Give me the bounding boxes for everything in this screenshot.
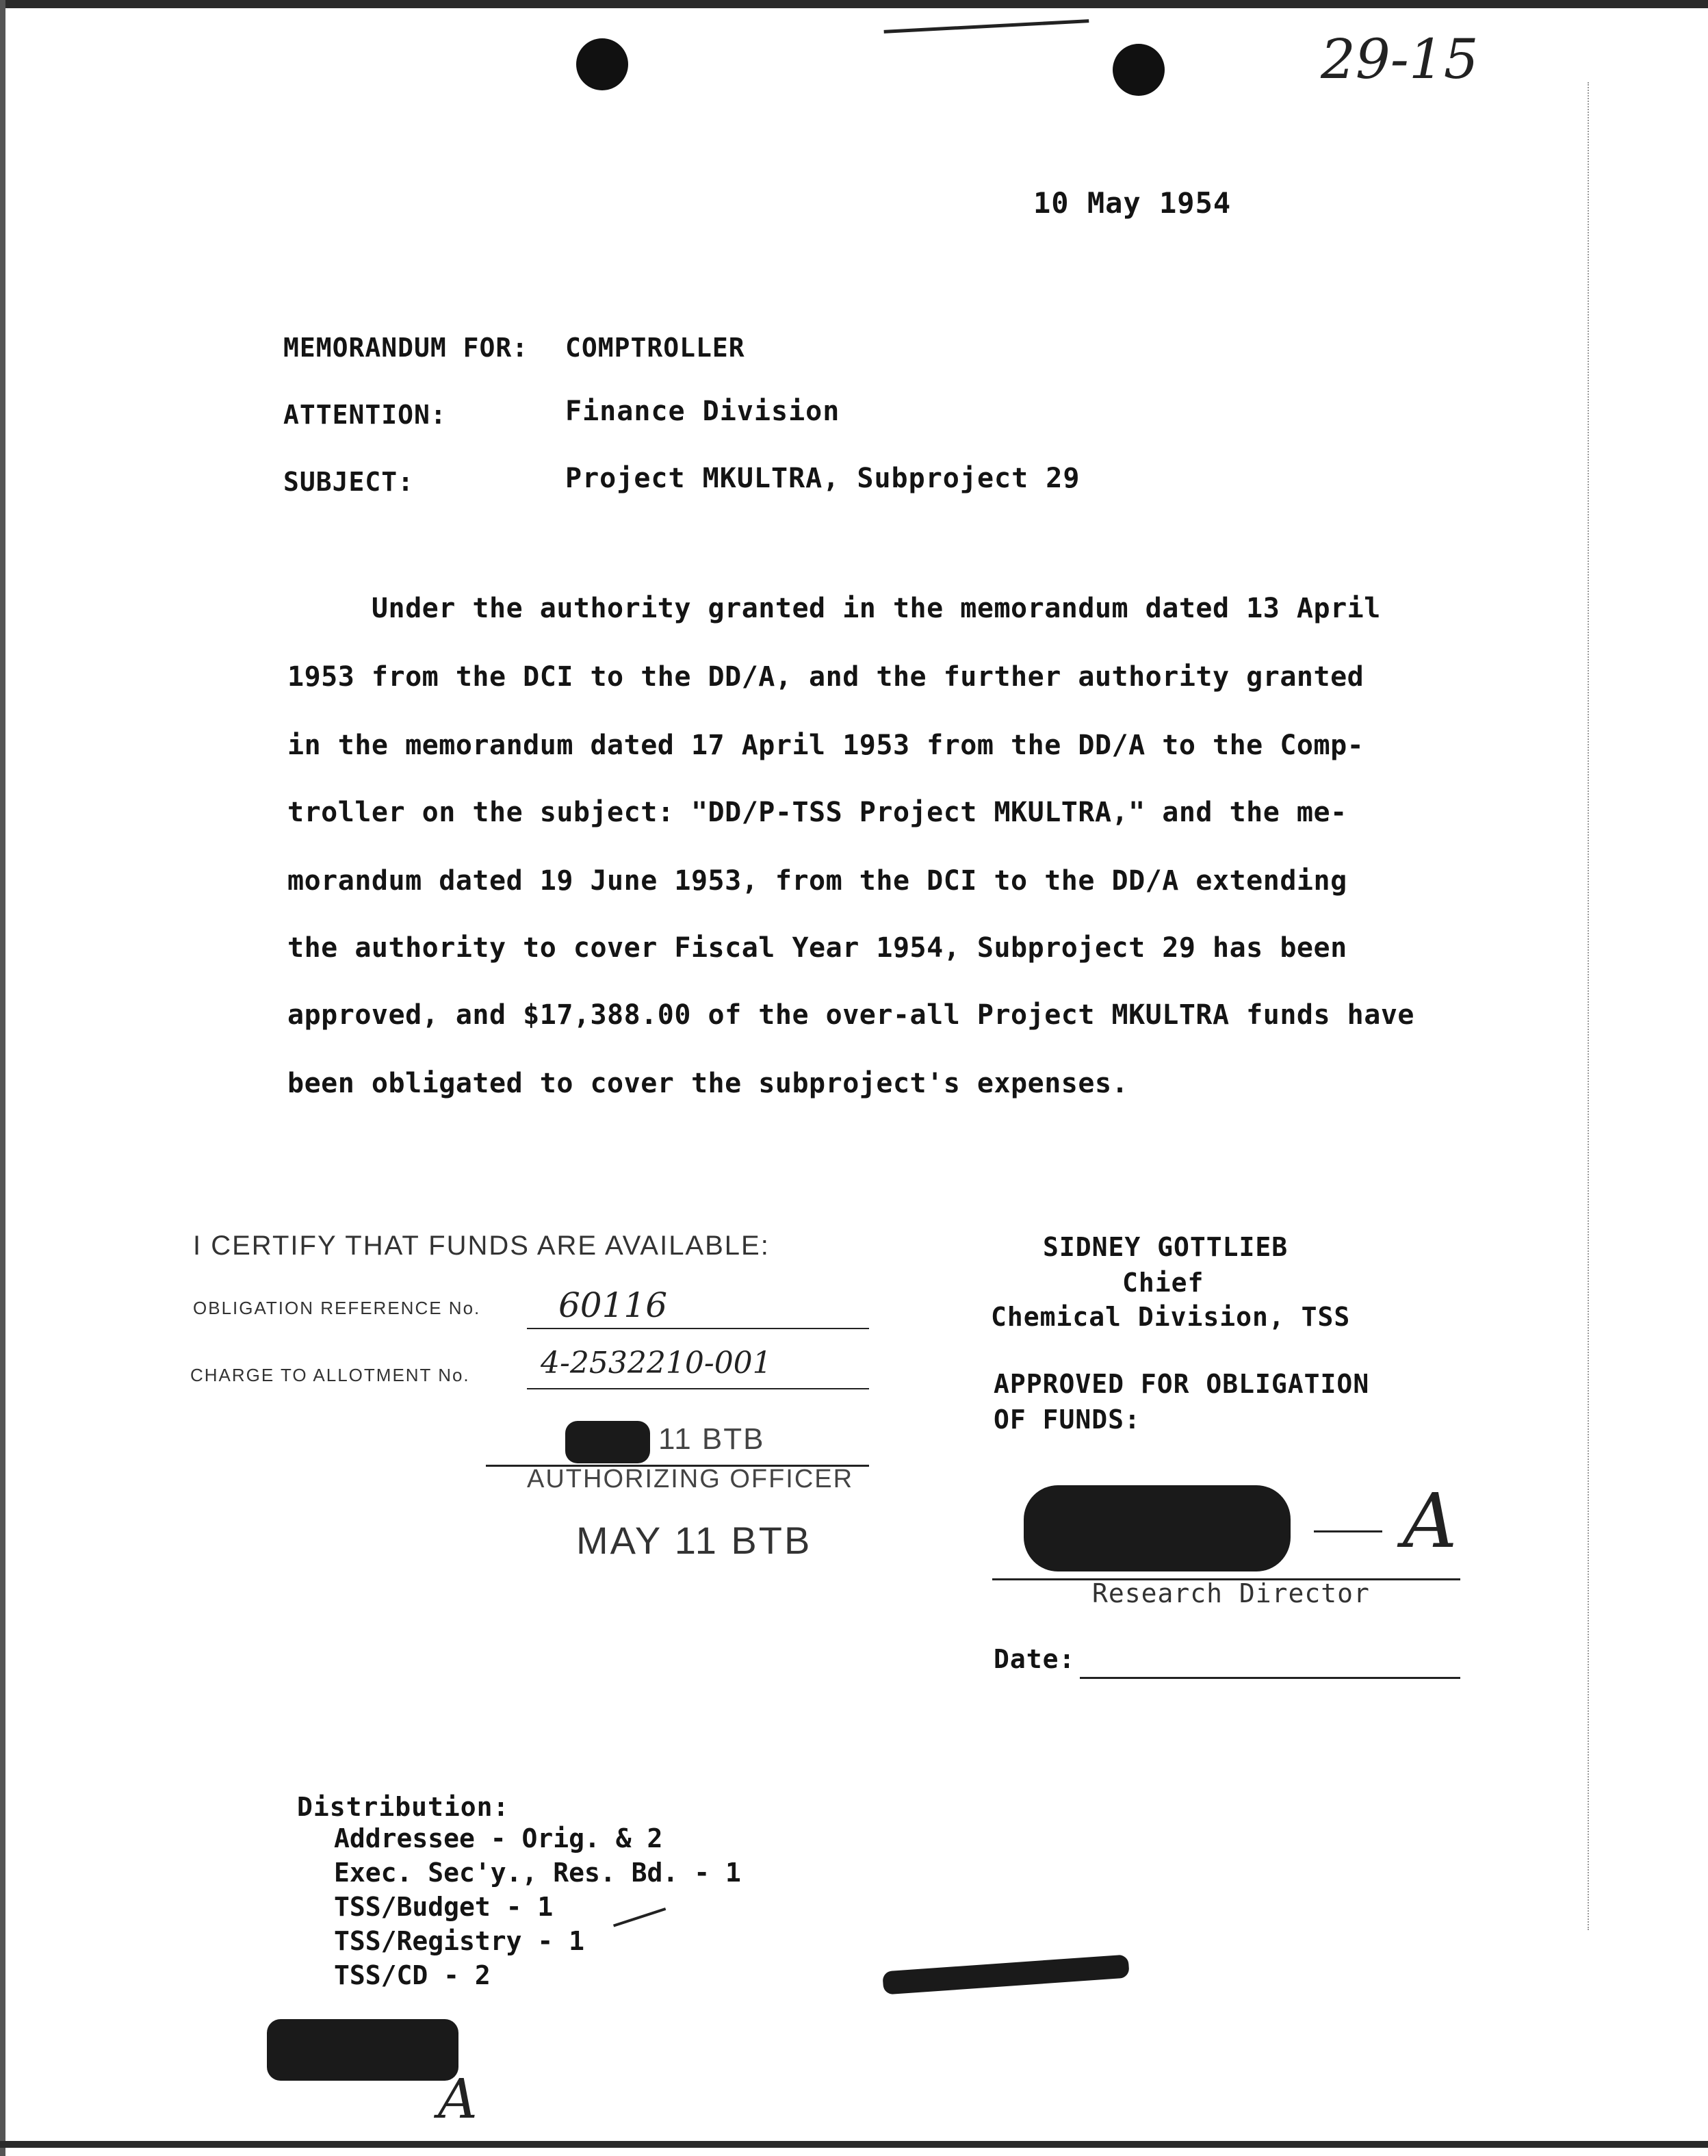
signer-name: SIDNEY GOTTLIEB — [1043, 1232, 1289, 1262]
distribution-item: Exec. Sec'y., Res. Bd. - 1 — [334, 1858, 741, 1888]
signer-title: Chief — [1122, 1268, 1204, 1298]
distribution-checkmark — [607, 1888, 667, 1927]
approval-date-line — [1080, 1677, 1460, 1679]
distribution-item: Addressee - Orig. & 2 — [334, 1823, 663, 1853]
approver-handwritten-mark: A — [1403, 1477, 1458, 1565]
approval-heading-line2: OF FUNDS: — [994, 1404, 1141, 1435]
signer-division: Chemical Division, TSS — [991, 1302, 1351, 1332]
allotment-label: CHARGE TO ALLOTMENT No. — [190, 1365, 470, 1385]
body-line: approved, and $17,388.00 of the over-all Project MKULTRA funds have — [287, 999, 1414, 1031]
memo-for-value: COMPTROLLER — [565, 333, 745, 363]
body-line: the authority to cover Fiscal Year 1954, Subproject 29 has been — [287, 932, 1347, 964]
allotment-line — [527, 1388, 869, 1389]
bottom-handwritten-mark: A — [438, 2067, 478, 2131]
received-date-stamp: MAY 11 BTB — [576, 1519, 812, 1562]
distribution-item: TSS/CD - 2 — [334, 1960, 491, 1990]
approver-signature-redaction — [1024, 1485, 1291, 1571]
handwritten-document-number: 29-15 — [1321, 27, 1479, 91]
punch-hole-left — [576, 38, 628, 90]
bottom-left-redaction — [267, 2019, 458, 2081]
obligation-reference-value: 60116 — [558, 1285, 668, 1325]
approval-date-label: Date: — [994, 1644, 1076, 1674]
subject-value: Project MKULTRA, Subproject 29 — [565, 463, 1081, 494]
subject-label: SUBJECT: — [283, 467, 415, 497]
body-line: morandum dated 19 June 1953, from the DCI to the DD/A extending — [287, 865, 1347, 897]
distribution-item: TSS/Registry - 1 — [334, 1926, 585, 1956]
obligation-reference-line — [527, 1328, 869, 1329]
right-margin-marks — [1588, 82, 1616, 1930]
memo-date: 10 May 1954 — [1033, 186, 1232, 220]
distribution-label: Distribution: — [297, 1792, 510, 1822]
allotment-value: 4-2532210-001 — [541, 1346, 772, 1381]
approver-dash — [1314, 1530, 1382, 1532]
body-line: in the memorandum dated 17 April 1953 from the DD/A to the Comp- — [287, 730, 1364, 761]
memo-for-label: MEMORANDUM FOR: — [283, 333, 529, 363]
bottom-center-redaction — [882, 1954, 1129, 1994]
attention-value: Finance Division — [565, 396, 840, 427]
punch-hole-right — [1113, 44, 1165, 96]
obligation-reference-label: OBLIGATION REFERENCE No. — [193, 1298, 481, 1318]
attention-label: ATTENTION: — [283, 400, 447, 430]
scan-bottom-border — [0, 2141, 1708, 2148]
body-line: Under the authority granted in the memorandum dated 13 April — [287, 593, 1381, 624]
body-line: 1953 from the DCI to the DD/A, and the further authority granted — [287, 661, 1364, 693]
body-line: been obligated to cover the subproject's expenses. — [287, 1068, 1129, 1099]
authorizing-officer-redaction — [565, 1421, 650, 1463]
body-line: troller on the subject: "DD/P-TSS Project MKULTRA," and the me- — [287, 797, 1347, 828]
scan-left-edge — [0, 0, 5, 2156]
approver-role: Research Director — [1092, 1578, 1370, 1608]
scan-top-border — [0, 0, 1708, 8]
distribution-item: TSS/Budget - 1 — [334, 1892, 554, 1922]
authorizing-officer-label: AUTHORIZING OFFICER — [527, 1465, 854, 1493]
approval-heading-line1: APPROVED FOR OBLIGATION — [994, 1369, 1370, 1399]
top-center-smudge — [884, 19, 1090, 47]
authorizing-stamp-text: 11 BTB — [658, 1422, 765, 1456]
certify-funds-title: I CERTIFY THAT FUNDS ARE AVAILABLE: — [193, 1231, 770, 1261]
